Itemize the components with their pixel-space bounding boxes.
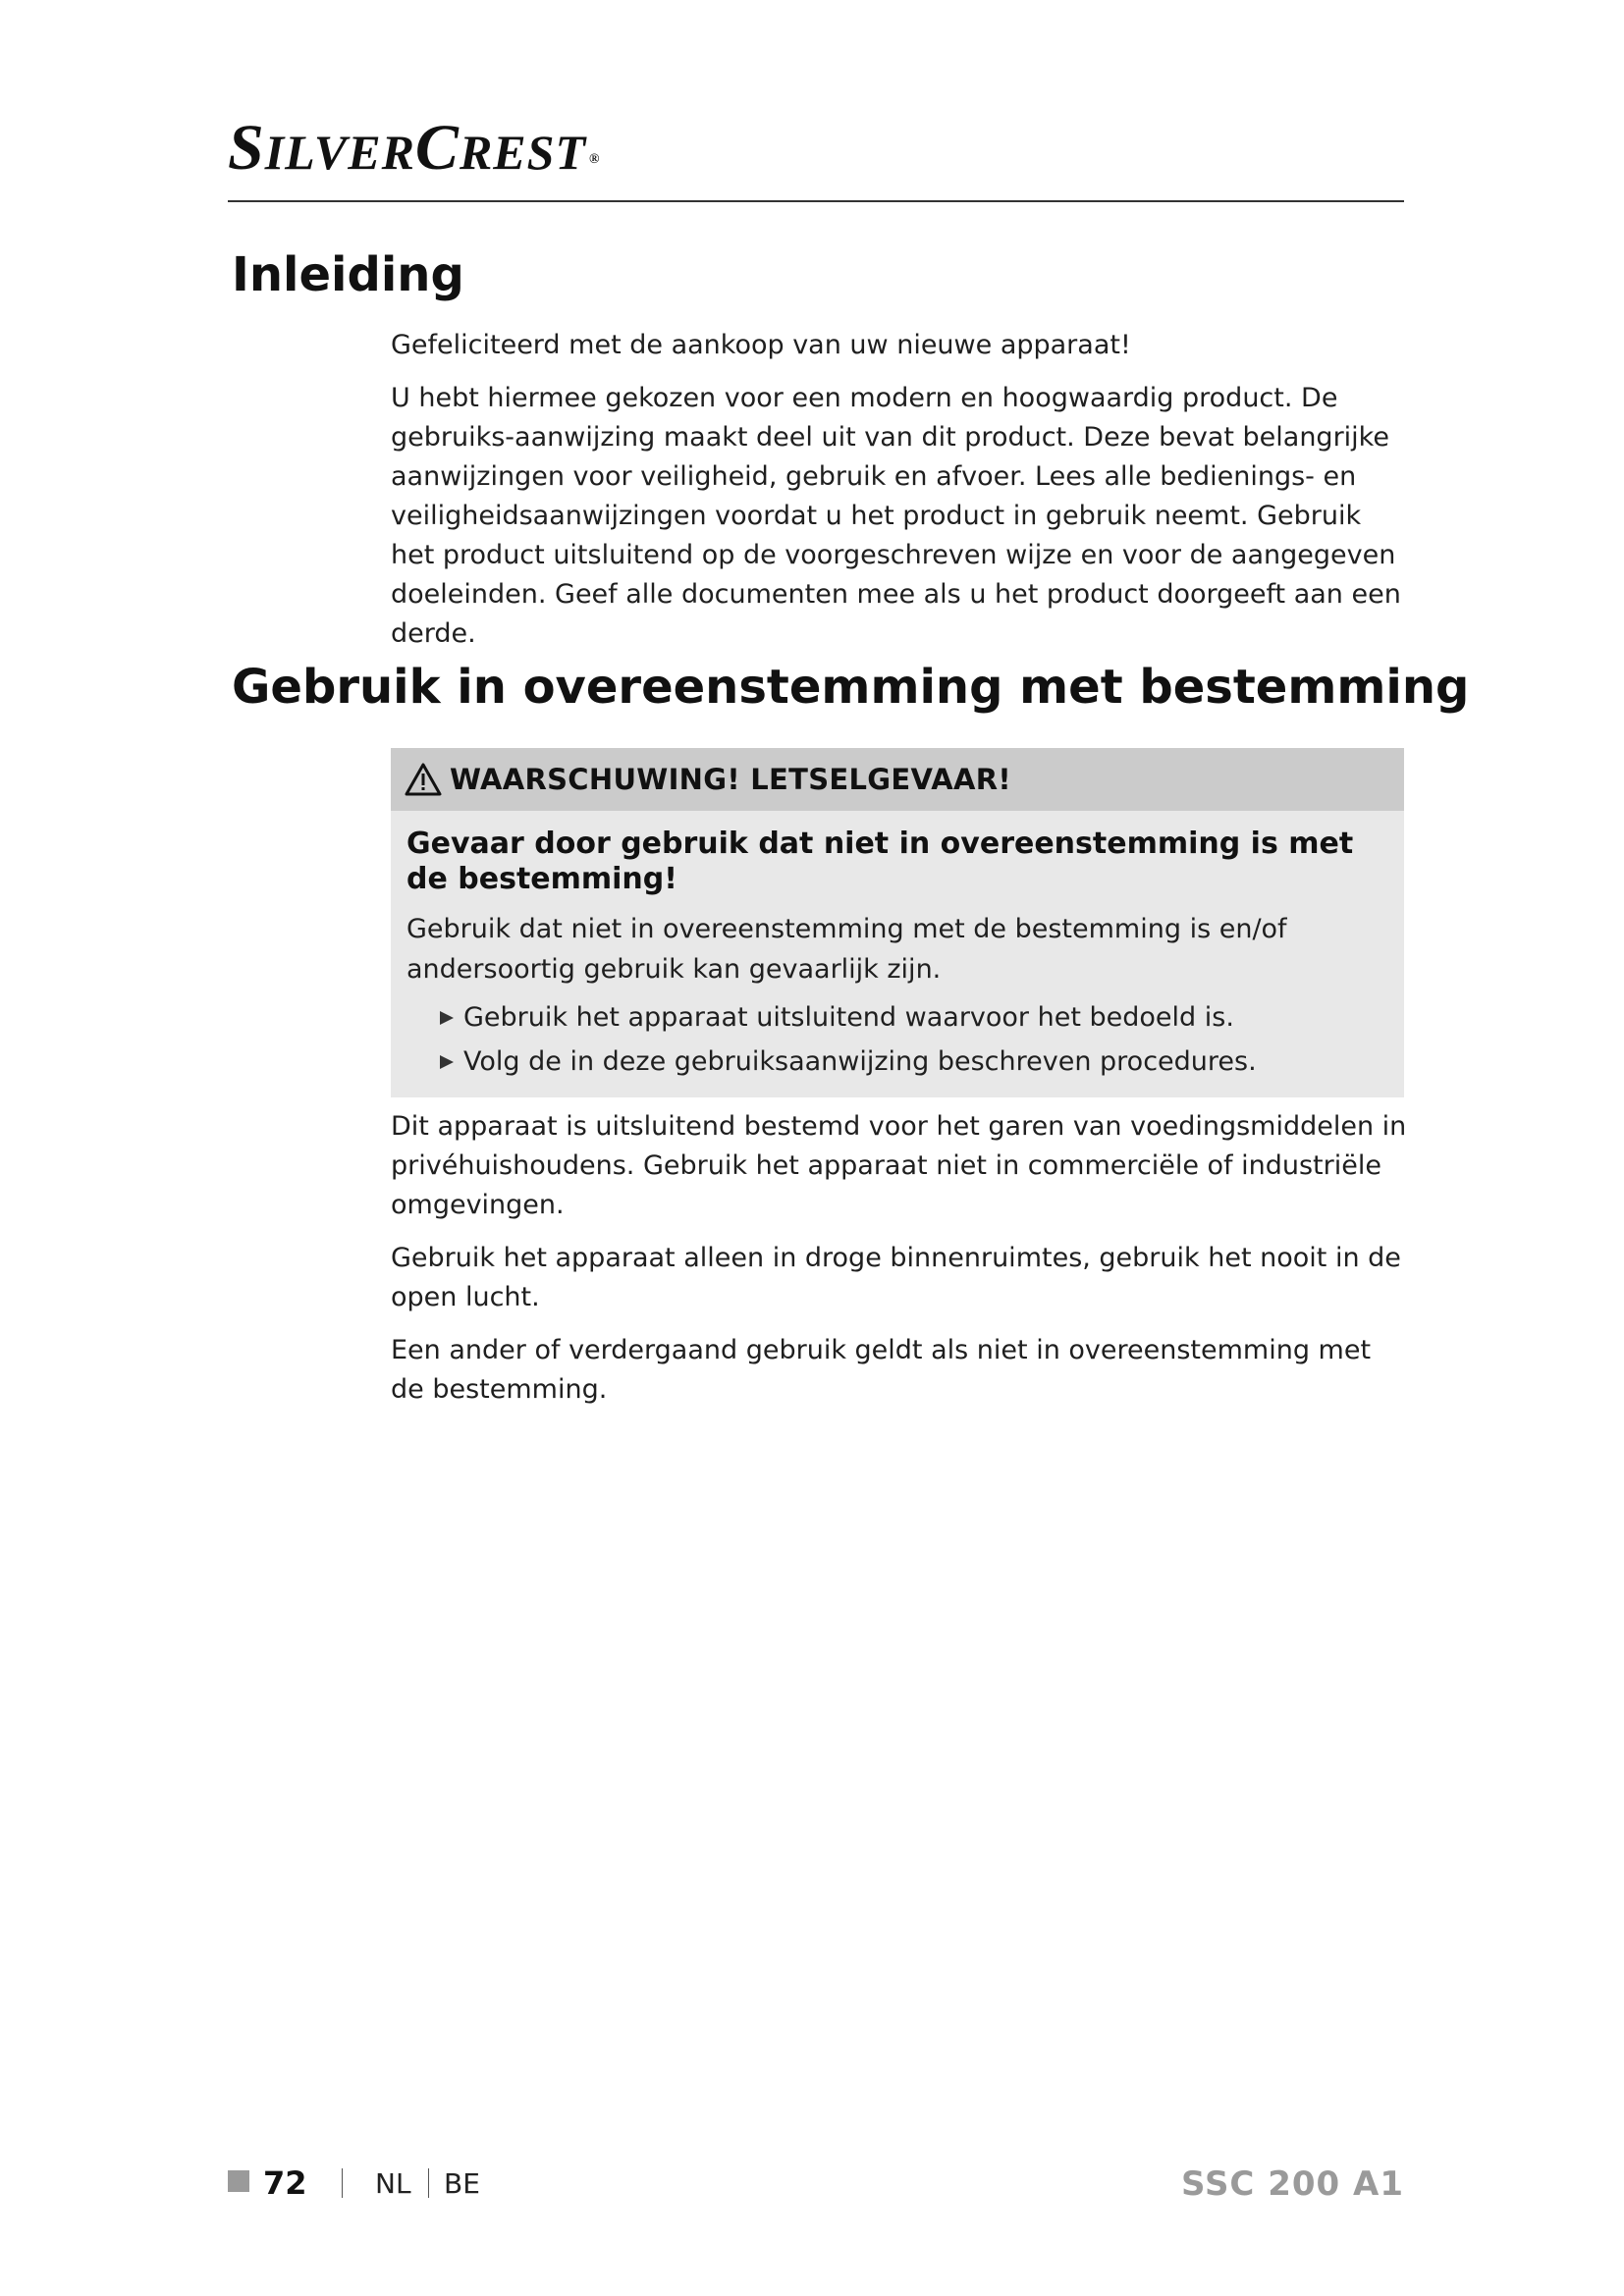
warning-body bbox=[391, 811, 1404, 1097]
intro-paragraph: Gefeliciteerd met de aankoop van uw nieuwe apparaat! bbox=[391, 330, 1131, 360]
warning-heading: WAARSCHUWING! LETSELGEVAAR! bbox=[450, 763, 1011, 796]
page-number: 72 bbox=[263, 2164, 307, 2202]
model-number: SSC 200 A1 bbox=[1180, 2164, 1404, 2204]
intended-use-paragraph: Dit apparaat is uitsluitend bestemd voor het garen van voedingsmiddelen in privéhuishoudens. Gebruik het apparaat niet in commerciële of industriële omgevingen. bbox=[391, 1111, 1407, 1220]
bullet-arrow-icon bbox=[440, 1011, 454, 1025]
intended-use-paragraph: Gebruik het apparaat alleen in droge binnenruimtes, gebruik het nooit in de open lucht. bbox=[391, 1243, 1401, 1312]
warning-bullet-list bbox=[406, 995, 1390, 1084]
header-divider bbox=[228, 200, 1404, 202]
footer-separator bbox=[342, 2168, 343, 2198]
warning-text: Gebruik dat niet in overeenstemming met de bestemming is en/of andersoortig gebruik kan gevaarlijk zijn. bbox=[406, 914, 1287, 985]
page-footer bbox=[228, 2164, 1404, 2204]
bullet-arrow-icon bbox=[440, 1055, 454, 1069]
footer-separator bbox=[428, 2168, 429, 2198]
warning-triangle-icon bbox=[405, 763, 442, 796]
intro-body bbox=[391, 326, 1412, 667]
warning-subheading: Gevaar door gebruik dat niet in overeenstemming is met de bestemming! bbox=[406, 827, 1354, 896]
intro-paragraph: U hebt hiermee gekozen voor een modern en hoogwaardig product. De gebruiks-aanwijzing maakt deel uit van dit product. Deze bevat belangrijke aanwijzingen voor veiligheid, gebruik en afvoer. Lees alle bedienings- en veiligheidsaanwijzingen voordat u het product in gebruik neemt. Gebruik het product uitsluitend op de voorgeschreven wijze en voor de aangegeven doeleinden. Geef alle documenten mee als u het product doorgeeft aan een derde. bbox=[391, 383, 1401, 649]
section-title-intended-use: Gebruik in overeenstemming met bestemming bbox=[232, 660, 1470, 715]
intended-use-paragraph: Een ander of verdergaand gebruik geldt als niet in overeenstemming met de bestemming. bbox=[391, 1335, 1372, 1405]
footer-square-icon bbox=[228, 2170, 249, 2192]
brand-logo: SILVERCREST ® bbox=[228, 112, 601, 184]
language-be: BE bbox=[444, 2167, 480, 2200]
section-title-intro: Inleiding bbox=[232, 247, 464, 302]
warning-box bbox=[391, 748, 1404, 1097]
intended-use-body bbox=[391, 1107, 1412, 1423]
warning-header bbox=[391, 748, 1404, 811]
warning-bullet: Volg de in deze gebruiksaanwijzing beschreven procedures. bbox=[440, 1040, 1390, 1084]
language-nl: NL bbox=[375, 2167, 411, 2200]
warning-bullet: Gebruik het apparaat uitsluitend waarvoor het bedoeld is. bbox=[440, 995, 1390, 1040]
